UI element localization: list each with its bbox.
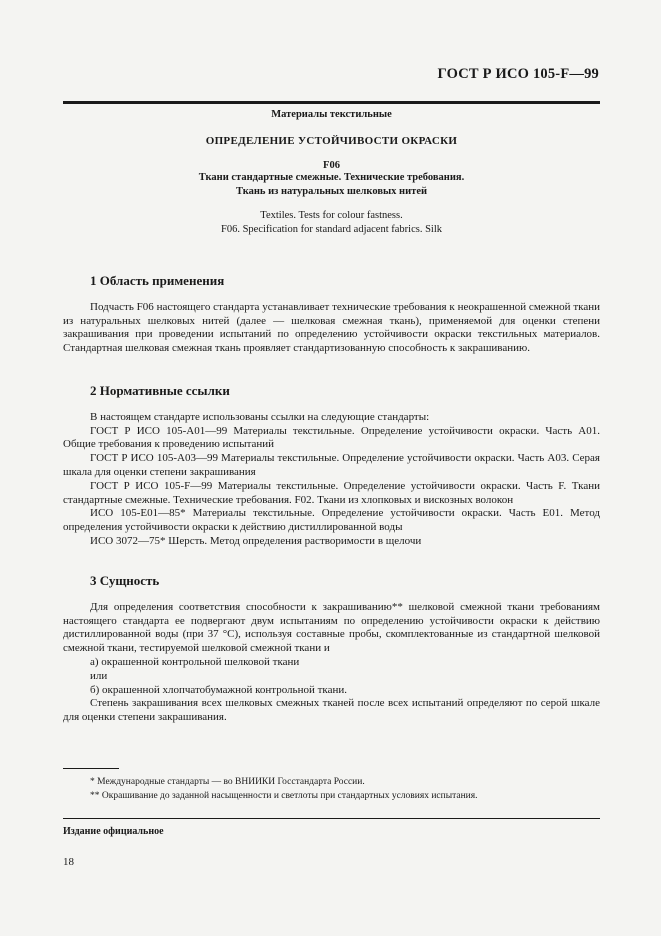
part-number: F06 [323,160,340,171]
footnote-rule [63,768,119,769]
section-scope [63,274,600,356]
list-item-a: а) окрашенной контрольной шелковой ткани [90,655,300,668]
list-or: или [90,669,108,682]
section-heading: 2 Нормативные ссылки [90,383,230,398]
category-title: Материалы текстильные [271,109,392,120]
section-conclusion: Степень закрашивания всех шелковых смежных тканей после всех испытаний определяют по серой шкале для оценки степени закрашивания. [63,697,600,724]
main-title: ОПРЕДЕЛЕНИЕ УСТОЙЧИВОСТИ ОКРАСКИ [205,135,458,147]
section-heading: 1 Область применения [90,273,225,288]
reference-item: ИСО 105-Е01—85* Материалы текстильные. Определение устойчивости окраски. Часть Е01. Метод определения устойчивости окраски к действию дистиллированной воды [63,507,600,534]
reference-item: ГОСТ Р ИСО 105-А01—99 Материалы текстильные. Определение устойчивости окраски. Часть А01. Общие требования к проведению испытаний [63,424,600,451]
reference-item: ИСО 3072—75* Шерсть. Метод определения растворимости в щелочи [90,534,422,547]
section-essence [63,574,600,725]
subtitle-line-1: Ткани стандартные смежные. Технические требования. [198,172,465,183]
page-number: 18 [63,856,74,868]
section-paragraph: Подчасть F06 настоящего стандарта устанавливает технические требования к неокрашенной смежной ткани из натуральных шелковых нитей (далее — шелковая смежная ткань), применяемой для оценки степени закрашивания при проведении испытаний по определению устойчивости окраски текстильных материалов. Стандартная шелковая смежная ткань проявляет стандартизованную способность к закрашиванию. [63,300,600,355]
footnotes [63,775,600,803]
reference-item: ГОСТ Р ИСО 105-А03—99 Материалы текстильные. Определение устойчивости окраски. Часть А03. Серая шкала для оценки степени закрашивания [63,452,600,478]
list-item-b: б) окрашенной хлопчатобумажной контрольной ткани. [90,683,347,696]
references-intro: В настоящем стандарте использованы ссылки на следующие стандарты: [90,410,430,423]
section-references [63,384,600,549]
header-rule [63,101,600,104]
footnote-1: * Международные стандарты — во ВНИИКИ Госстандарта России. [90,777,365,787]
title-block [63,108,600,237]
section-heading: 3 Сущность [90,573,160,588]
footer-rule [63,818,600,819]
subtitle-line-2: Ткань из натуральных шелковых нитей [235,186,428,197]
reference-item: ГОСТ Р ИСО 105-F—99 Материалы текстильные. Определение устойчивости окраски. Часть F. Ткани стандартные смежные. Технические требования. F02. Ткани из хлопковых и вискозных волокон [63,479,600,506]
english-title-line-1: Textiles. Tests for colour fastness. [260,210,403,221]
english-title-line-2: F06. Specification for standard adjacent fabrics. Silk [220,224,443,235]
edition-label: Издание официальное [63,826,164,837]
footnote-2: ** Окрашивание до заданной насыщенности и светлоты при стандартных условиях испытания. [90,791,478,801]
section-paragraph: Для определения соответствия способности к закрашиванию** шелковой смежной ткани требованиям настоящего стандарта ее подвергают двум испытаниям по определению устойчивости окраски к действию дистиллированной воды (при 37 °С), используя составные пробы, скомплектованные из стандартной шелковой смежной ткани, тестируемой шелковой смежной ткани и [63,600,600,655]
standard-code: ГОСТ Р ИСО 105-F—99 [437,66,599,82]
